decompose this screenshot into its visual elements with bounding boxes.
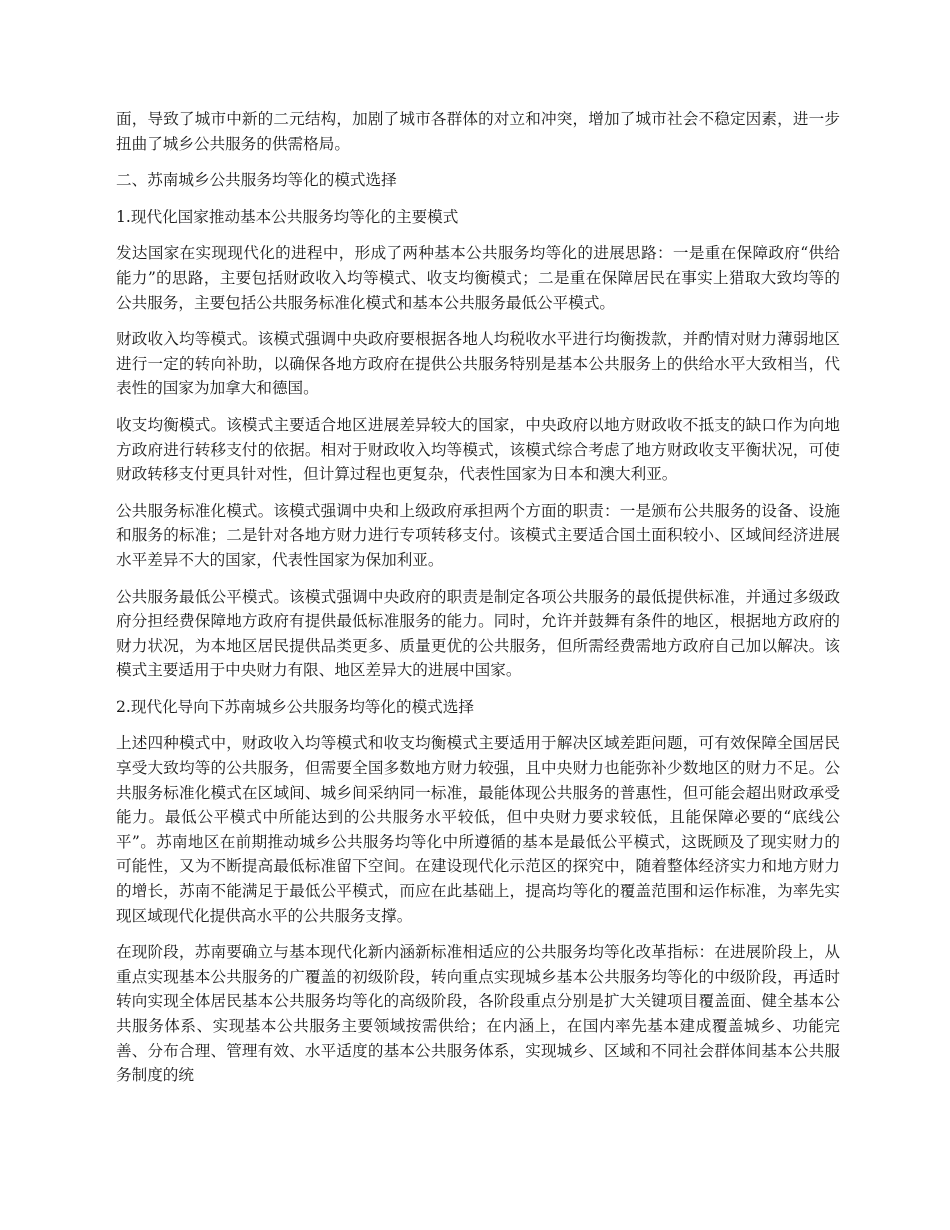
paragraph-continuation: 面，导致了城市中新的二元结构，加剧了城市各群体的对立和冲突，增加了城市社会不稳定因素，进一步扭曲了城乡公共服务的供需格局。: [116, 110, 840, 153]
paragraph-fiscal-revenue-equalization: 财政收入均等模式。该模式强调中央政府要根据各地人均税收水平进行均衡拨款，并酌情对财力薄弱地区进行一定的转向补助，以确保各地方政府在提供公共服务特别是基本公共服务上的供给水平大致相当，代表性的国家为加拿大和德国。: [116, 330, 840, 398]
paragraph-balance-model: 收支均衡模式。该模式主要适合地区进展差异较大的国家，中央政府以地方财政收不抵支的缺口作为向地方政府进行转移支付的依据。相对于财政收入均等模式，该模式综合考虑了地方财政收支平衡状况，可使财政转移支付更具针对性，但计算过程也更复杂，代表性国家为日本和澳大利亚。: [116, 415, 840, 484]
paragraph-development-ideas: 发达国家在实现现代化的进程中，形成了两种基本公共服务均等化的进展思路：一是重在保障政府“供给能力”的思路，主要包括财政收入均等模式、收支均衡模式；二是重在保障居民在事实上猎取大致均等的公共服务，主要包括公共服务标准化模式和基本公共服务最低公平模式。: [116, 244, 840, 312]
paragraph-standardization-model: 公共服务标准化模式。该模式强调中央和上级政府承担两个方面的职责：一是颁布公共服务的设备、设施和服务的标准；二是针对各地方财力进行专项转移支付。该模式主要适合国土面积较小、区域间经济进展水平差异不大的国家，代表性国家为保加利亚。: [116, 501, 840, 569]
section-heading: 二、苏南城乡公共服务均等化的模式选择: [116, 171, 397, 190]
paragraph-current-stage: 在现阶段，苏南要确立与基本现代化新内涵新标准相适应的公共服务均等化改革指标：在进展阶段上，从重点实现基本公共服务的广覆盖的初级阶段，转向重点实现城乡基本公共服务均等化的中级阶段，再适时转向实现全体居民基本公共服务均等化的高级阶段，各阶段重点分别是扩大关键项目覆盖面、健全基本公共服务体系、实现基本公共服务主要领域按需供给；在内涵上，在国内率先基本建成覆盖城乡、功能完善、分布合理、管理有效、水平适度的基本公共服务体系，实现城乡、区域和不同社会群体间基本公共服务制度的统: [116, 943, 840, 1085]
subsection-heading-2: 2.现代化导向下苏南城乡公共服务均等化的模式选择: [116, 697, 474, 716]
document-page: [116, 107, 840, 1100]
paragraph-minimum-fairness-model: 公共服务最低公平模式。该模式强调中央政府的职责是制定各项公共服务的最低提供标准，并通过多级政府分担经费保障地方政府有提供最低标准服务的能力。同时，允许并鼓舞有条件的地区，根据地方政府的财力状况，为本地区居民提供品类更多、质量更优的公共服务，但所需经费需地方政府自己加以解决。该模式主要适用于中央财力有限、地区差异大的进展中国家。: [116, 587, 840, 680]
subsection-heading-1: 1.现代化国家推动基本公共服务均等化的主要模式: [116, 207, 459, 226]
paragraph-model-comparison: 上述四种模式中，财政收入均等模式和收支均衡模式主要适用于解决区域差距问题，可有效保障全国居民享受大致均等的公共服务，但需要全国多数地方财力较强，且中央财力也能弥补少数地区的财力不足。公共服务标准化模式在区域间、城乡间采纳同一标准，最能体现公共服务的普惠性，但可能会超出财政承受能力。最低公平模式中所能达到的公共服务水平较低，但中央财力要求较低，且能保障必要的“底线公平”。苏南地区在前期推动城乡公共服务均等化中所遵循的基本是最低公平模式，这既顾及了现实财力的可能性，又为不断提高最低标准留下空间。在建设现代化示范区的探究中，随着整体经济实力和地方财力的增长，苏南不能满足于最低公平模式，而应在此基础上，提高均等化的覆盖范围和运作标准，为率先实现区域现代化提供高水平的公共服务支撑。: [116, 734, 840, 925]
